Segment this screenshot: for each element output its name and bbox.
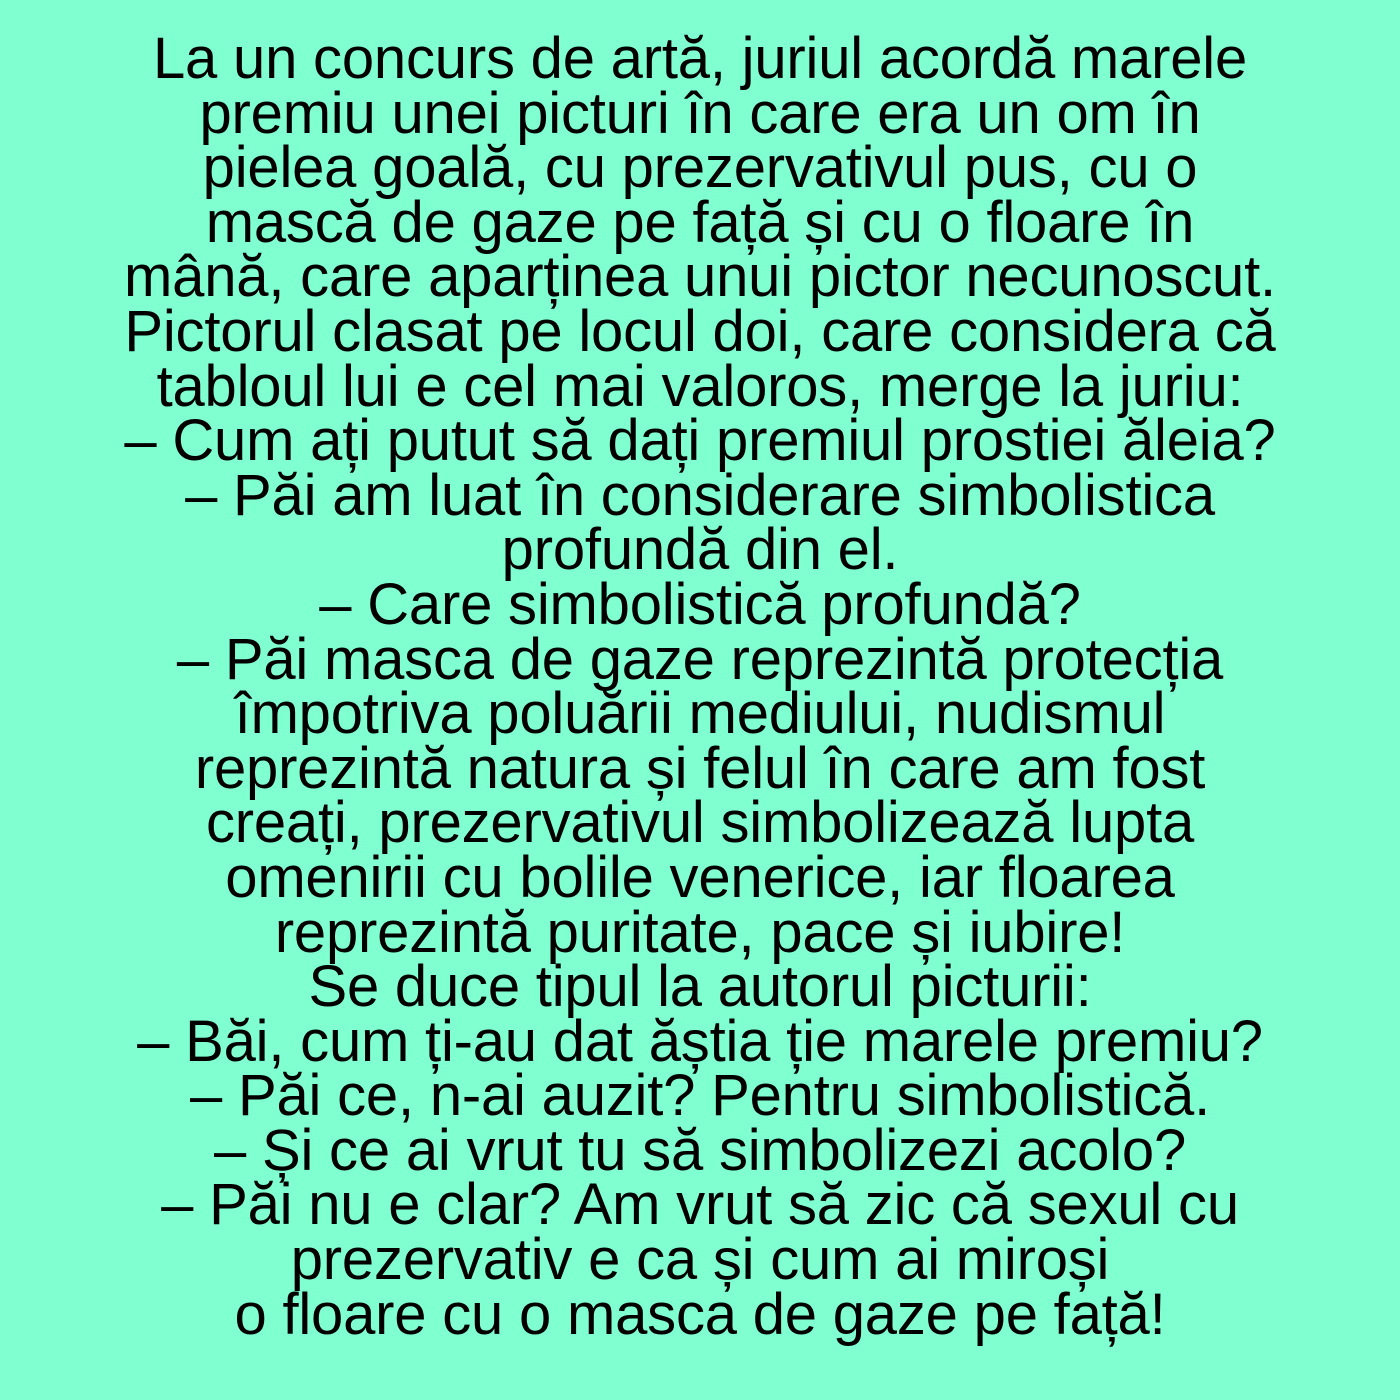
joke-line: – Și ce ai vrut tu să simbolizezi acolo? — [214, 1117, 1186, 1183]
joke-line: omenirii cu bolile venerice, iar floarea — [225, 844, 1175, 910]
joke-line: Se duce tipul la autorul picturii: — [308, 954, 1092, 1020]
joke-line: – Păi nu e clar? Am vrut să zic că sexul cu — [161, 1172, 1239, 1238]
joke-line: – Cum ați putut să dați premiul prostiei ăleia? — [124, 408, 1276, 474]
joke-line: – Păi am luat în considerare simbolistica — [185, 462, 1215, 528]
joke-line: Pictorul clasat pe locul doi, care considera că — [124, 298, 1276, 364]
joke-line: – Păi masca de gaze reprezintă protecția — [176, 626, 1224, 692]
joke-line: creați, prezervativul simbolizează lupta — [205, 790, 1195, 856]
joke-line: împotriva poluării mediului, nudismul — [234, 681, 1166, 747]
joke-line: mână, care aparținea unui pictor necunoscut. — [124, 244, 1276, 310]
joke-line: profundă din el. — [501, 517, 899, 583]
joke-line: – Care simbolistică profundă? — [319, 571, 1081, 637]
joke-line: tabloul lui e cel mai valoros, merge la juriu: — [156, 353, 1244, 419]
joke-line: mască de gaze pe față și cu o floare în — [205, 189, 1195, 255]
joke-line: premiu unei picturi în care era un om în — [199, 80, 1201, 146]
joke-line: – Băi, cum ți-au dat ăștia ție marele premiu? — [137, 1008, 1263, 1074]
joke-line: reprezintă natura și felul în care am fost — [194, 735, 1206, 801]
joke-line: – Păi ce, n-ai auzit? Pentru simbolistică. — [190, 1063, 1210, 1129]
joke-line: reprezintă puritate, pace și iubire! — [274, 899, 1126, 965]
joke-line: prezervativ e ca și cum ai miroși — [290, 1227, 1110, 1293]
joke-line: o floare cu o masca de gaze pe față! — [234, 1281, 1166, 1347]
joke-line: pielea goală, cu prezervativul pus, cu o — [202, 135, 1198, 201]
joke-text — [0, 26, 1400, 1347]
joke-line: La un concurs de artă, juriul acordă marele — [153, 26, 1247, 91]
